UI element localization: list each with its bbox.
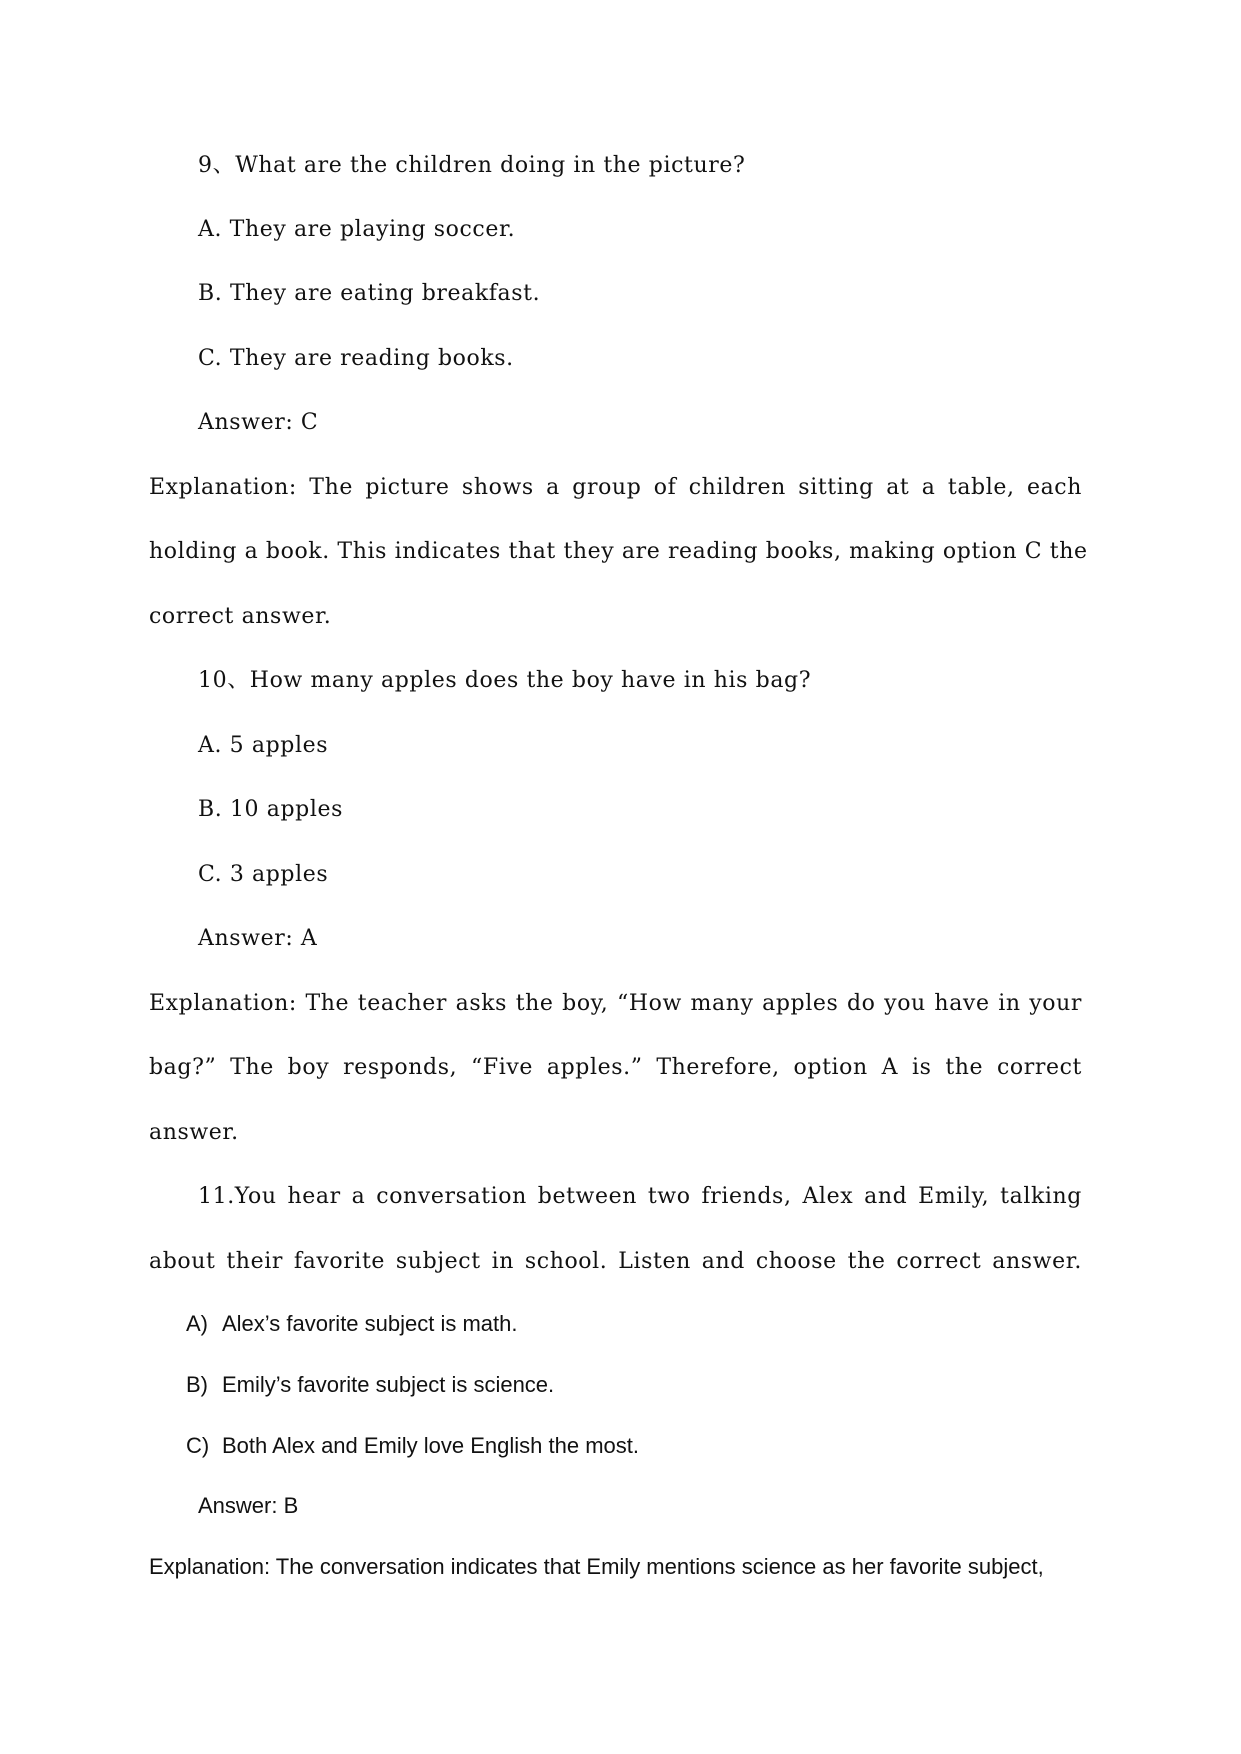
question-9-explanation-line-1: Explanation: The picture shows a group of children sitting at a table, each <box>149 475 1082 500</box>
question-11-option-c <box>186 1435 639 1457</box>
question-10-explanation-line-2: bag?” The boy responds, “Five apples.” Therefore, option A is the correct <box>149 1055 1082 1080</box>
question-10-option-a: A. 5 apples <box>198 733 329 758</box>
question-10-explanation-line-1: Explanation: The teacher asks the boy, “How many apples do you have in your <box>149 991 1082 1016</box>
option-text: Alex’s favorite subject is math. <box>222 1311 518 1336</box>
option-letter: C) <box>186 1433 210 1458</box>
question-11-option-b <box>186 1374 554 1396</box>
question-9-option-c: C. They are reading books. <box>198 346 514 371</box>
question-10-option-c: C. 3 apples <box>198 862 329 887</box>
question-11-explanation-line-1: Explanation: The conversation indicates that Emily mentions science as her favorite subject, <box>149 1554 1044 1579</box>
question-11-text-line-2: about their favorite subject in school. Listen and choose the correct answer. <box>149 1249 1082 1274</box>
question-10-text: 10、How many apples does the boy have in his bag? <box>198 668 812 693</box>
question-11-answer: Answer: B <box>198 1493 299 1518</box>
question-9-text: 9、What are the children doing in the picture? <box>198 153 746 178</box>
question-9-explanation-line-2: holding a book. This indicates that they are reading books, making option C the <box>149 539 1088 564</box>
question-11-option-a <box>186 1313 518 1335</box>
question-10-explanation-line-3: answer. <box>149 1120 239 1145</box>
question-10-answer: Answer: A <box>198 926 318 951</box>
question-9-answer: Answer: C <box>198 410 319 435</box>
option-letter: B) <box>186 1372 208 1397</box>
question-11-text-line-1: 11.You hear a conversation between two friends, Alex and Emily, talking <box>198 1184 1082 1209</box>
question-10-option-b: B. 10 apples <box>198 797 343 822</box>
option-text: Emily’s favorite subject is science. <box>222 1372 555 1397</box>
question-9-option-b: B. They are eating breakfast. <box>198 281 541 306</box>
option-letter: A) <box>186 1311 208 1336</box>
question-9-option-a: A. They are playing soccer. <box>198 217 516 242</box>
question-9-explanation-line-3: correct answer. <box>149 604 332 629</box>
option-text: Both Alex and Emily love English the most. <box>222 1433 639 1458</box>
